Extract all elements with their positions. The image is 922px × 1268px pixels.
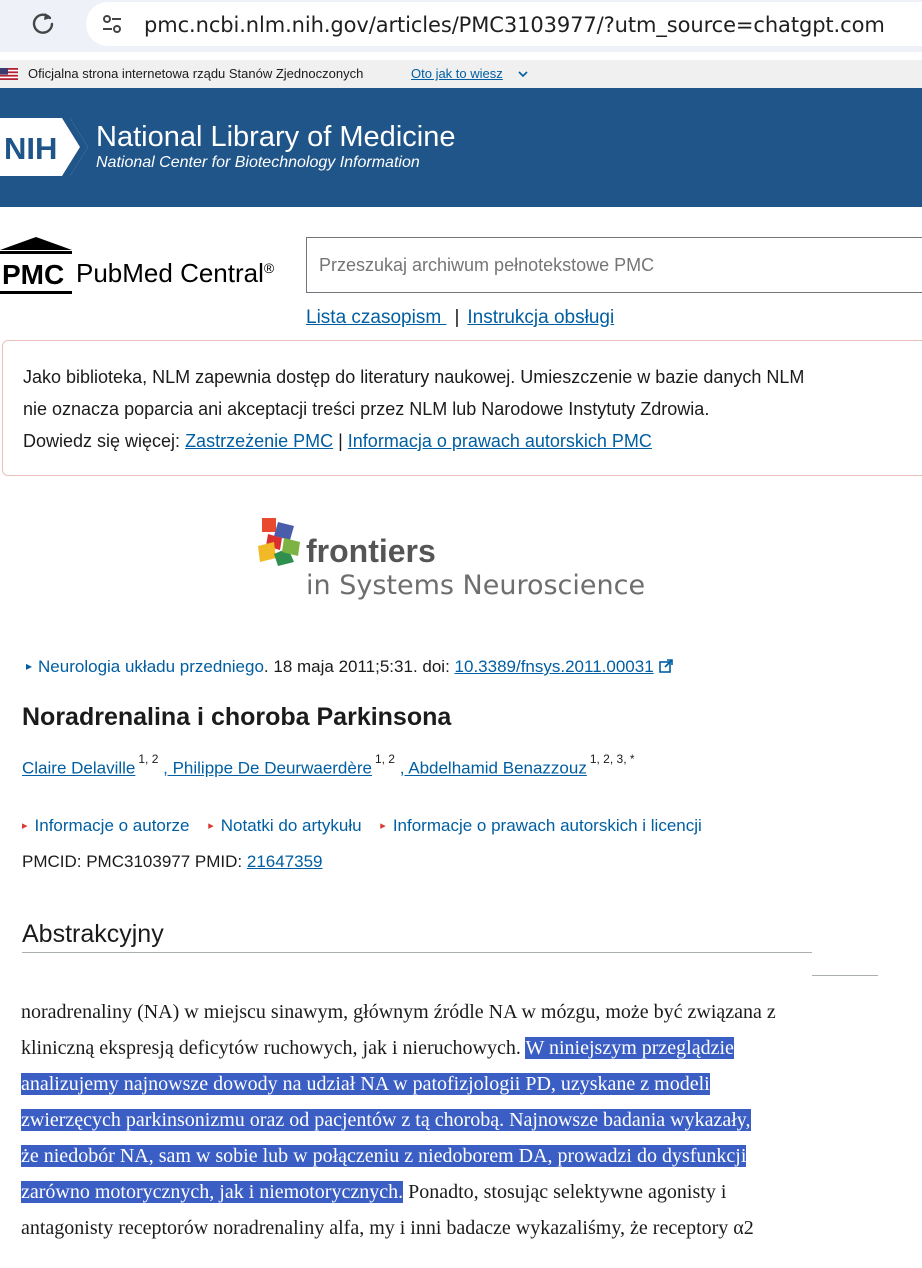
journal-list-link[interactable]: Lista czasopism [306,307,447,328]
pmcid-text: PMCID: PMC3103977 PMID: [22,852,247,871]
selected-text: W niniejszym przeglądzie [525,1037,734,1059]
author-list [22,752,635,779]
abstract-divider-segment [812,975,878,976]
gov-banner-text: Oficjalna strona internetowa rządu Stanów Zjednoczonych [28,66,364,81]
top-links [306,307,614,329]
journal-link[interactable]: Neurologia układu przedniego [38,657,264,676]
notice-line-3 [23,431,652,452]
gov-banner-link[interactable]: Oto jak to wiesz [411,66,503,81]
site-info-icon[interactable] [100,12,124,36]
reload-icon[interactable] [30,10,56,36]
selected-text: że niedobór NA, sam w sobie lub w połączeniu z niedoborem DA, prowadzi do dysfunkcji [21,1145,747,1167]
abstract-line [21,1138,911,1174]
notice-learn-more: Dowiedz się więcej: [23,431,186,451]
citation-line [26,657,673,677]
author-link[interactable]: , Philippe De Deurwaerdère [163,758,372,778]
frontiers-cube-icon [258,518,300,566]
pmc-disclaimer-link[interactable]: Zastrzeżenie PMC [185,431,334,451]
abstract-line [21,1102,911,1138]
abstract-body[interactable] [21,994,911,1246]
doi-link[interactable]: 10.3389/fnsys.2011.00031 [454,657,654,676]
abstract-line: noradrenaliny (NA) w miejscu sinawym, głównym źródle NA w mózgu, może być związana z [21,1001,776,1023]
nlm-header [0,88,922,207]
journal-logo[interactable] [256,516,676,608]
author-affiliation[interactable]: 1, 2 [138,752,159,766]
article-title: Noradrenalina i choroba Parkinsona [22,703,452,731]
citation-date: . 18 maja 2011;5:31. doi: [263,657,455,676]
pmc-logo-text: PMC [2,259,65,290]
pmid-link[interactable]: 21647359 [246,852,323,871]
expand-triangle-icon: ▸ [380,820,386,832]
expand-triangle-icon: ▸ [26,659,33,673]
top-links-separator: | [454,307,460,328]
author-link[interactable]: Claire Delaville [22,758,136,778]
nih-logo-text: NIH [4,131,58,166]
copyright-license-toggle[interactable]: ▸ Informacje o prawach autorskich i licencji [380,816,702,835]
notice-separator: | [333,431,348,451]
article-ids [22,852,323,872]
notice-edge [878,476,922,482]
url-text[interactable]: pmc.ncbi.nlm.nih.gov/articles/PMC3103977/?utm_source=chatgpt.com [144,13,885,37]
author-link[interactable]: , Abdelhamid Benazzouz [399,758,587,778]
gov-banner [0,60,922,88]
nih-logo[interactable] [0,118,90,176]
pmc-site-name[interactable] [76,258,274,289]
author-affiliation[interactable]: 1, 2 [374,752,395,766]
expand-triangle-icon: ▸ [208,820,214,832]
abstract-divider [22,952,812,953]
abstract-line: zarówno motorycznych, jak i niemotorycznych. Ponadto, stosując selektywne agonisty i [21,1181,727,1203]
expand-triangle-icon: ▸ [22,820,28,832]
journal-logo-line-2: in Systems Neuroscience [306,570,646,601]
external-link-icon[interactable] [659,659,673,673]
selected-text: zarówno motorycznych, jak i niemotorycznych. [21,1181,404,1203]
author-info-toggle[interactable]: ▸ Informacje o autorze [22,816,190,835]
notice-line-2: nie oznacza poparcia ani akceptacji treści przez NLM lub Narodowe Instytuty Zdrowia. [23,399,710,419]
nlm-title[interactable]: National Library of Medicine [96,121,456,153]
address-bar[interactable] [86,2,922,46]
user-guide-link[interactable]: Instrukcja obsługi [467,307,615,328]
notice-line-1: Jako biblioteka, NLM zapewnia dostęp do literatury naukowej. Umieszczenie w bazie danych NLM [23,367,805,387]
abstract-heading: Abstrakcyjny [22,920,164,948]
us-flag-icon [0,68,18,80]
abstract-line [21,1066,911,1102]
chevron-down-icon[interactable] [518,69,528,79]
registered-mark: ® [263,260,275,276]
author-affiliation[interactable]: 1, 2, 3, * [589,752,635,766]
article-notes-toggle[interactable]: ▸ Notatki do artykułu [208,816,362,835]
search-input[interactable] [306,237,922,293]
browser-toolbar [0,0,922,52]
selected-text: zwierzęcych parkinsonizmu oraz od pacjentów z tą chorobą. Najnowsze badania wykazały, [21,1109,751,1131]
abstract-line: kliniczną ekspresją deficytów ruchowych, jak i nieruchowych. W niniejszym przeglądzie [21,1037,734,1059]
selected-text: analizujemy najnowsze dowody na udział NA w patofizjologii PD, uzyskane z modeli [21,1073,710,1095]
article-info-toggles [22,816,716,836]
journal-logo-line-1: frontiers [306,533,436,569]
disclaimer-notice [2,340,922,476]
pmc-name: PubMed Central [76,258,264,288]
nlm-subtitle: National Center for Biotechnology Information [96,154,420,171]
abstract-line: antagonisty receptorów noradrenaliny alfa, my i inni badacze wykazaliśmy, że receptory α2 [21,1217,754,1239]
pmc-copyright-link[interactable]: Informacja o prawach autorskich PMC [347,431,652,451]
